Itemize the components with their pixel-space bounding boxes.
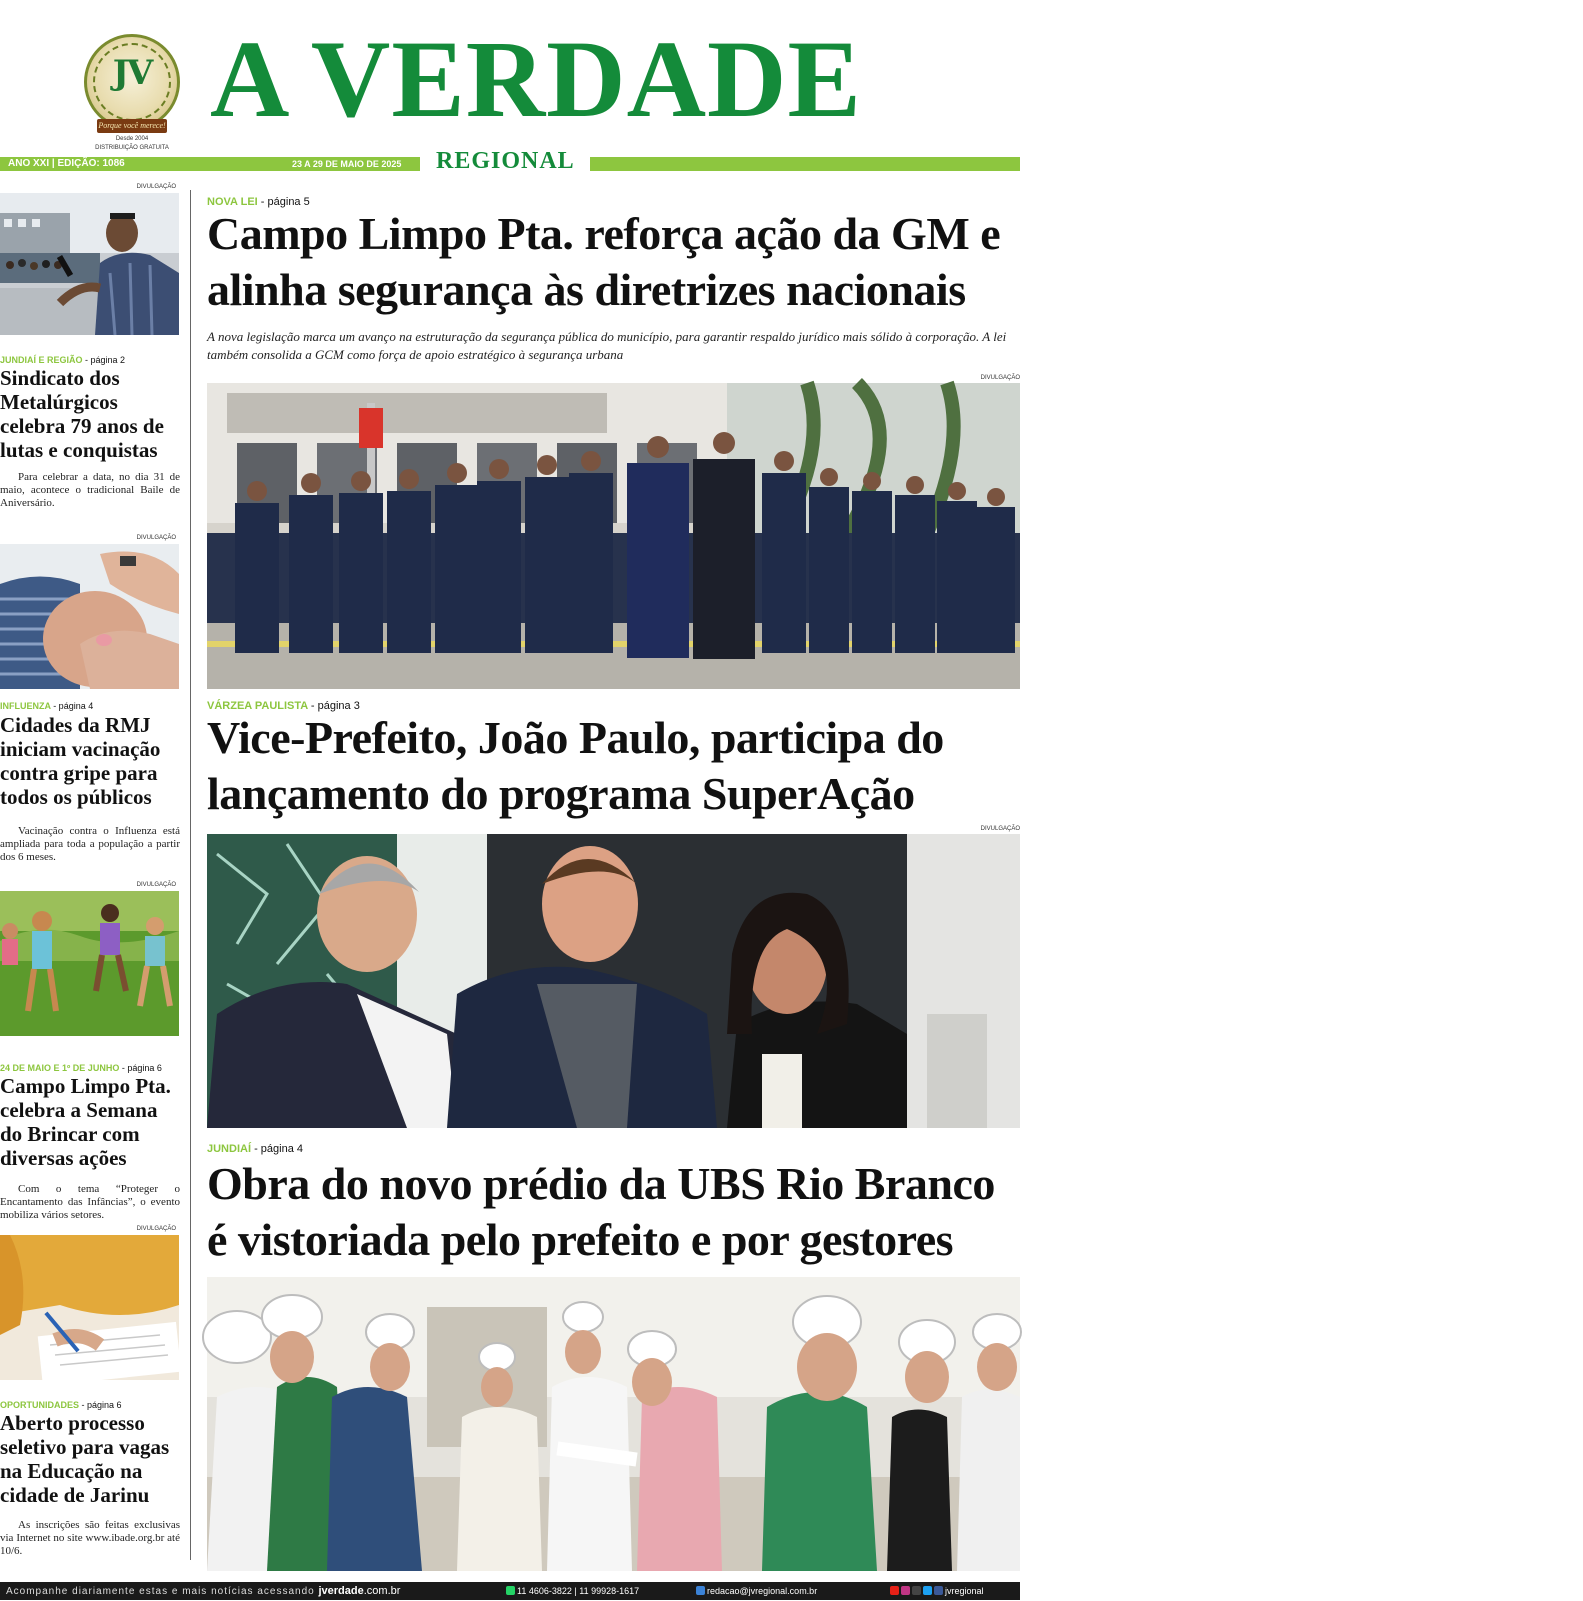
tiktok-icon[interactable] [912,1586,921,1595]
third-headline[interactable]: Obra do novo prédio da UBS Rio Branco é vistoriada pelo prefeito e por gestores [207,1158,995,1265]
story-section: JUNDIAÍ E REGIÃO - página 2 [0,355,126,365]
story-summary: Vacinação contra o Influenza está ampliada para toda a população a partir dos 6 meses. [0,825,180,863]
writing-exam-photo[interactable] [0,1235,179,1380]
phone-number[interactable]: 11 4606-3822 [517,1586,572,1596]
story-title[interactable]: Sindicato dos Metalúrgicos celebra 79 anos de lutas e conquistas [0,366,164,462]
newspaper-subtitle: REGIONAL [436,148,575,174]
story-summary: Com o tema “Proteger o Encantamento das Infâncias”, o evento mobiliza vários setores. [0,1183,180,1221]
story-section: INFLUENZA - página 4 [0,701,94,711]
edition-bar-right [590,157,1583,171]
story-title[interactable]: Cidades da RMJ iniciam vacinação contra gripe para todos os públicos [0,713,161,809]
email-icon [696,1586,705,1595]
story-title[interactable]: Campo Limpo Pta. celebra a Semana do Brincar com diversas ações [0,1074,171,1170]
photo-credit: DIVULGAÇÃO [136,882,176,888]
site-link[interactable]: jverdade.com.br [318,1585,401,1597]
union-speaker-photo[interactable] [0,193,179,335]
logo-since: Desde 2004 [115,136,149,142]
second-headline[interactable]: Vice-Prefeito, João Paulo, participa do lançamento do programa SuperAção [207,712,944,819]
distribution-note: DISTRIBUIÇÃO GRATUITA [95,145,169,151]
third-story-section: JUNDIAÍ - página 4 [207,1143,304,1155]
footer-slogan: Acompanhe diariamente estas e mais notícias acessando jverdade.com.br [6,1585,401,1597]
lead-story-lede: A nova legislação marca um avanço na estruturação da segurança pública do município, para garantir respaldo jurídico mais sólido à corporação. A lei também consolida a GCM como força de apoio estratégico à segurança urbana [207,329,1007,362]
youtube-icon[interactable] [890,1586,899,1595]
edition-dates: 23 A 29 DE MAIO DE 2025 [292,159,402,169]
twitter-icon[interactable] [923,1586,932,1595]
vaccination-photo[interactable] [0,544,179,689]
second-story-section: VÁRZEA PAULISTA - página 3 [207,700,360,712]
municipal-guard-photo[interactable] [207,383,1020,689]
mobile-number[interactable]: 11 99928-1617 [579,1586,640,1596]
photo-credit: DIVULGAÇÃO [136,1226,176,1232]
masthead [0,0,1020,156]
children-playing-photo[interactable] [0,891,179,1036]
photo-credit: DIVULGAÇÃO [980,826,1020,832]
story-title[interactable]: Aberto processo seletivo para vagas na Educação na cidade de Jarinu [0,1411,170,1507]
facebook-icon[interactable] [934,1586,943,1595]
column-divider [190,190,191,1560]
whatsapp-icon [506,1586,515,1595]
story-summary: Para celebrar a data, no dia 31 de maio, acontece o tradicional Baile de Aniversário. [0,471,180,509]
edition-bar-left [0,157,420,171]
photo-credit: DIVULGAÇÃO [136,184,176,190]
newspaper-title: A VERDADE [210,18,862,140]
footer-email [696,1582,817,1600]
story-section: 24 DE MAIO E 1º DE JUNHO - página 6 [0,1063,162,1073]
story-section: OPORTUNIDADES - página 6 [0,1400,122,1410]
lead-story-section: NOVA LEI - página 5 [207,196,310,208]
lead-headline[interactable]: Campo Limpo Pta. reforça ação da GM e alinha segurança às diretrizes nacionais [207,208,1001,315]
edition-number: ANO XXI | EDIÇÃO: 1086 [8,158,125,169]
footer-phones: 11 4606-3822 | 11 99928-1617 [506,1582,639,1600]
photo-credit: DIVULGAÇÃO [136,535,176,541]
ubs-construction-photo[interactable] [207,1277,1020,1571]
instagram-icon[interactable] [901,1586,910,1595]
newspaper-seal-logo [84,34,180,130]
story-summary: As inscrições são feitas exclusivas via Internet no site www.ibade.org.br até 10/6. [0,1519,180,1557]
photo-credit: DIVULGAÇÃO [980,375,1020,381]
logo-initials: JV [112,53,152,93]
superacao-launch-photo[interactable] [207,834,1020,1128]
footer-social [890,1582,984,1600]
social-handle[interactable]: jvregional [945,1586,984,1596]
logo-ribbon: Porque você merece! [97,119,167,133]
footer-bar [0,1582,1020,1600]
coverage-cities: CABREÚVA | CAMPO LIMPO PAULISTA | ITUPEVA | JARINU | JUNDIAÍ | LOUVEIRA | VÁRZEA PAULISTA [1190,159,1583,168]
email-link[interactable]: redacao@jvregional.com.br [707,1586,818,1596]
